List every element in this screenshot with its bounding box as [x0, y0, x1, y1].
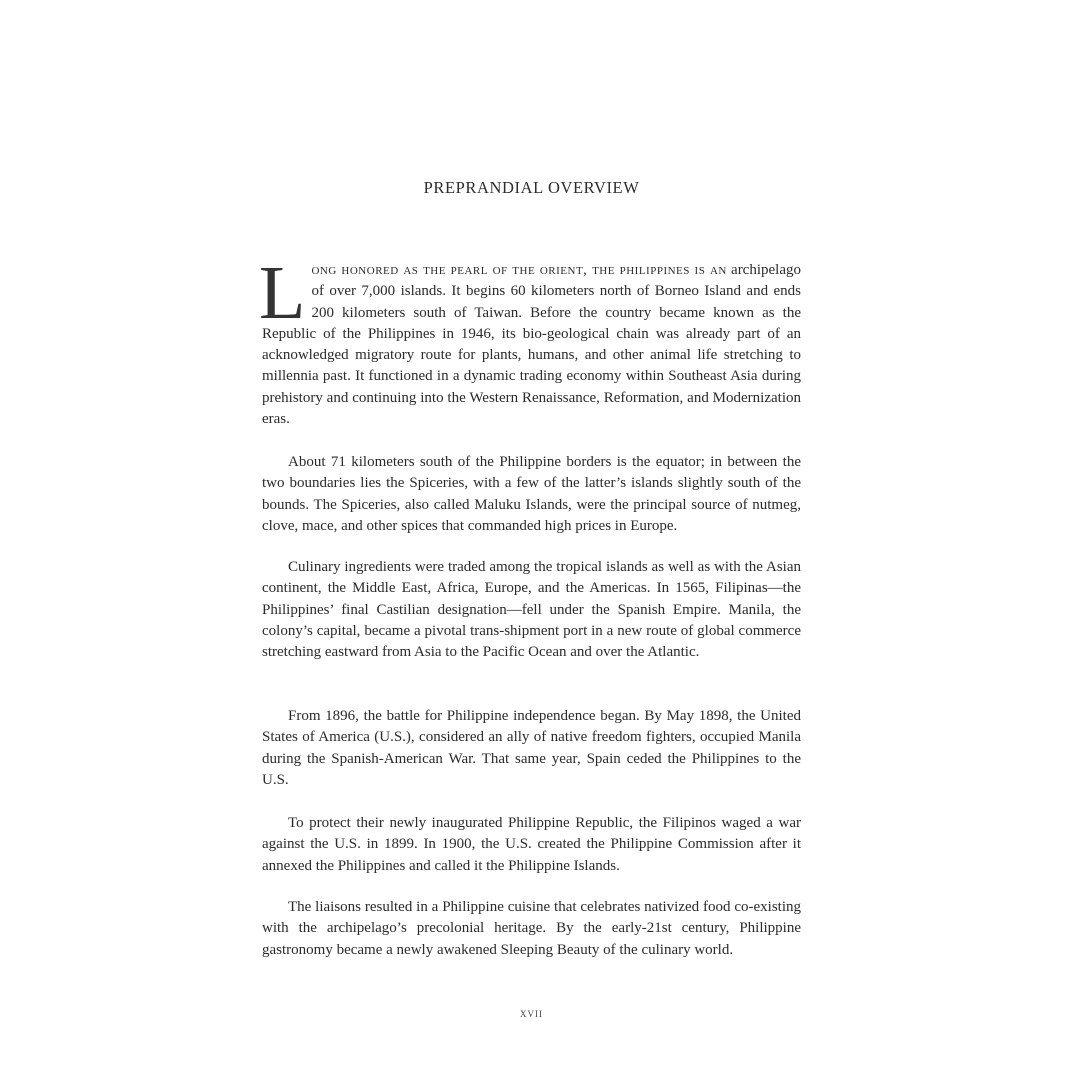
page-title: PREPRANDIAL OVERVIEW [423, 178, 640, 197]
paragraph-independence: From 1896, the battle for Philippine independence began. By May 1898, the United States of America (U.S.), considered an ally of native freedom fighters, occupied Manila during the Spanish-American War. That same year, Spain ceded the Philippines to the U.S. [262, 708, 801, 788]
drop-cap: L [259, 251, 306, 335]
paragraph-culinary-trade: Culinary ingredients were traded among the tropical islands as well as with the Asian continent, the Middle East, Africa, Europe, and the Americas. In 1565, Filipinas—the Philippines’ final Castilian designation—fell under the Spanish Empire. Manila, the colony’s capital, became a pivotal trans-shipment port in a new route of global commerce stretching eastward from Asia to the Pacific Ocean and over the Atlantic. [262, 559, 801, 661]
opening-small-caps: ong honored as the pearl of the orient, the philippines is an [311, 262, 727, 278]
paragraph-war: To protect their newly inaugurated Philippine Republic, the Filipinos waged a war against the U.S. in 1899. In 1900, the U.S. created the Philippine Commission after it annexed the Philippines and called it the Philippine Islands. [262, 815, 801, 874]
opening-paragraph-text: archipelago of over 7,000 islands. It begins 60 kilometers north of Borneo Island and ends 200 kilometers south of Taiwan. Before the country became known as the Republic of the Philippines in 1946, its bio-geological chain was already part of an acknowledged migratory route for plants, humans, and other animal life stretching to millennia past. It functioned in a dynamic trading economy within Southeast Asia during prehistory and continuing into the Western Renaissance, Reformation, and Modernization eras. [262, 262, 801, 428]
paragraph-equator: About 71 kilometers south of the Philippine borders is the equator; in between the two boundaries lies the Spiceries, with a few of the latter’s islands slightly south of the bounds. The Spiceries, also called Maluku Islands, were the principal source of nutmeg, clove, mace, and other spices that commanded high prices in Europe. [262, 454, 801, 534]
page-number: XVII [520, 1009, 543, 1019]
paragraph-cuisine: The liaisons resulted in a Philippine cuisine that celebrates nativized food co-existing with the archipelago’s precolonial heritage. By the early-21st century, Philippine gastronomy became a newly awakened Sleeping Beauty of the culinary world. [262, 899, 801, 958]
book-page [259, 0, 801, 1080]
opening-paragraph [259, 251, 801, 430]
